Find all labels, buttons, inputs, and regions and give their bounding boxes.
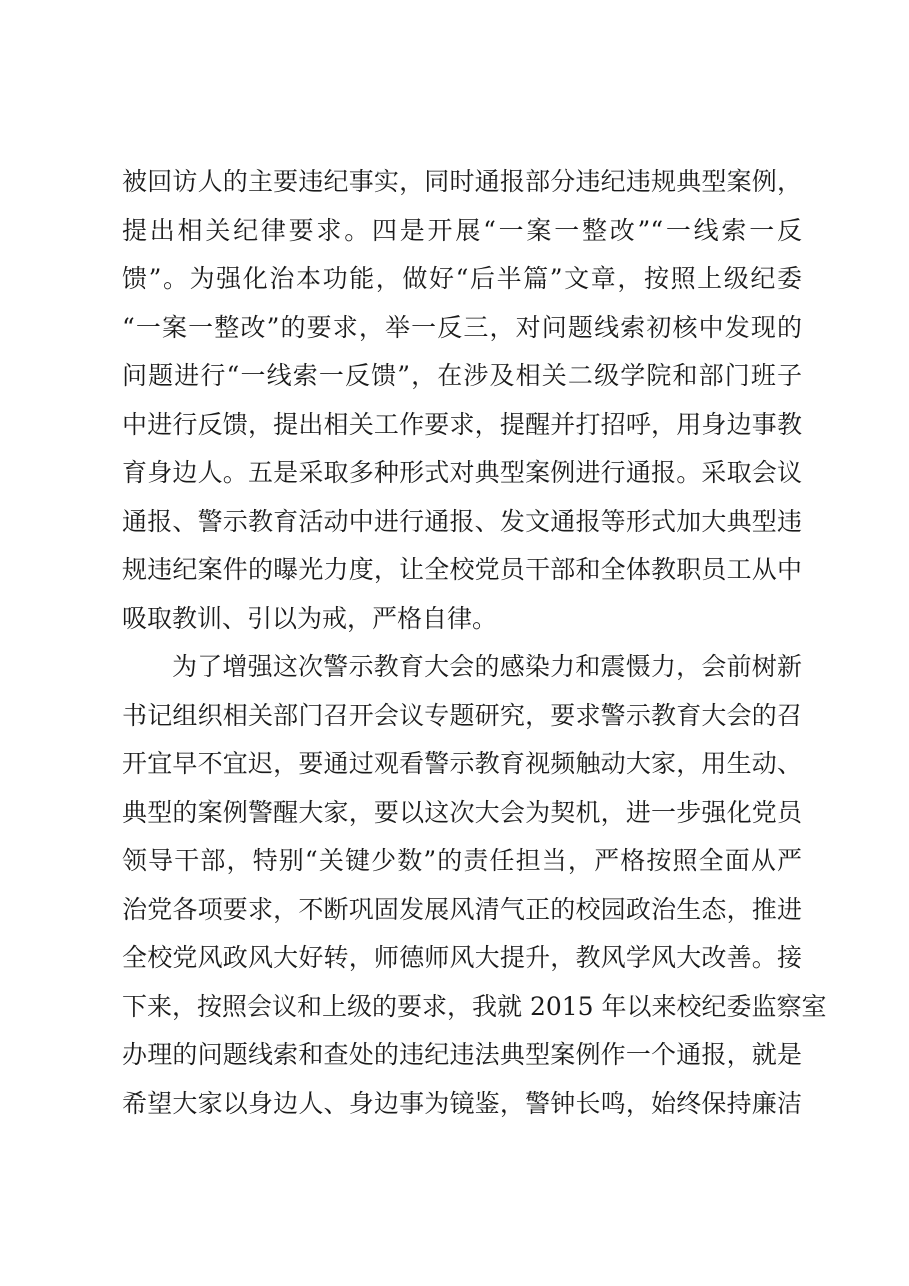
text-line: 规违纪案件的曝光力度，让全校党员干部和全体教职员工从中 xyxy=(122,555,802,584)
text-line: 全校党风政风大好转，师德师风大提升，教风学风大改善。接 xyxy=(122,943,802,972)
text-line: 问题进行“一线索一反馈”，在涉及相关二级学院和部门班子 xyxy=(122,361,802,390)
text-line: 领导干部，特别“关键少数”的责任担当，严格按照全面从严 xyxy=(122,846,802,875)
text-line: 提出相关纪律要求。四是开展“一案一整改”“一线索一反 xyxy=(122,215,802,245)
text-line: 下来，按照会议和上级的要求，我就 2015 年以来校纪委监察室 xyxy=(122,991,827,1021)
text-line: 被回访人的主要违纪事实，同时通报部分违纪违规典型案例， xyxy=(122,167,802,196)
text-line: 育身边人。五是采取多种形式对典型案例进行通报。采取会议 xyxy=(122,458,802,487)
text-line: 馈”。为强化治本功能，做好“后半篇”文章，按照上级纪委 xyxy=(122,264,802,293)
text-line: 通报、警示教育活动中进行通报、发文通报等形式加大典型违 xyxy=(122,506,802,536)
text-line: 治党各项要求，不断巩固发展风清气正的校园政治生态，推进 xyxy=(122,894,802,924)
text-line: 希望大家以身边人、身边事为镜鉴，警钟长鸣，始终保持廉洁 xyxy=(122,1088,802,1118)
text-line: 中进行反馈，提出相关工作要求，提醒并打招呼，用身边事教 xyxy=(122,409,802,439)
text-line: 为了增强这次警示教育大会的感染力和震慑力，会前树新 xyxy=(172,652,802,681)
text-line: 办理的问题线索和查处的违纪违法典型案例作一个通报，就是 xyxy=(122,1040,802,1069)
text-line: 吸取教训、引以为戒，严格自律。 xyxy=(122,603,498,633)
paragraph-2 xyxy=(122,643,827,1128)
text-line: “一案一整改”的要求，举一反三，对问题线索初核中发现的 xyxy=(122,312,802,342)
text-line: 开宜早不宜迟，要通过观看警示教育视频触动大家，用生动、 xyxy=(122,749,802,778)
text-line: 书记组织相关部门召开会议专题研究，要求警示教育大会的召 xyxy=(122,700,802,730)
paragraph-1 xyxy=(122,158,802,643)
text-line: 典型的案例警醒大家，要以这次大会为契机，进一步强化党员 xyxy=(122,797,802,827)
